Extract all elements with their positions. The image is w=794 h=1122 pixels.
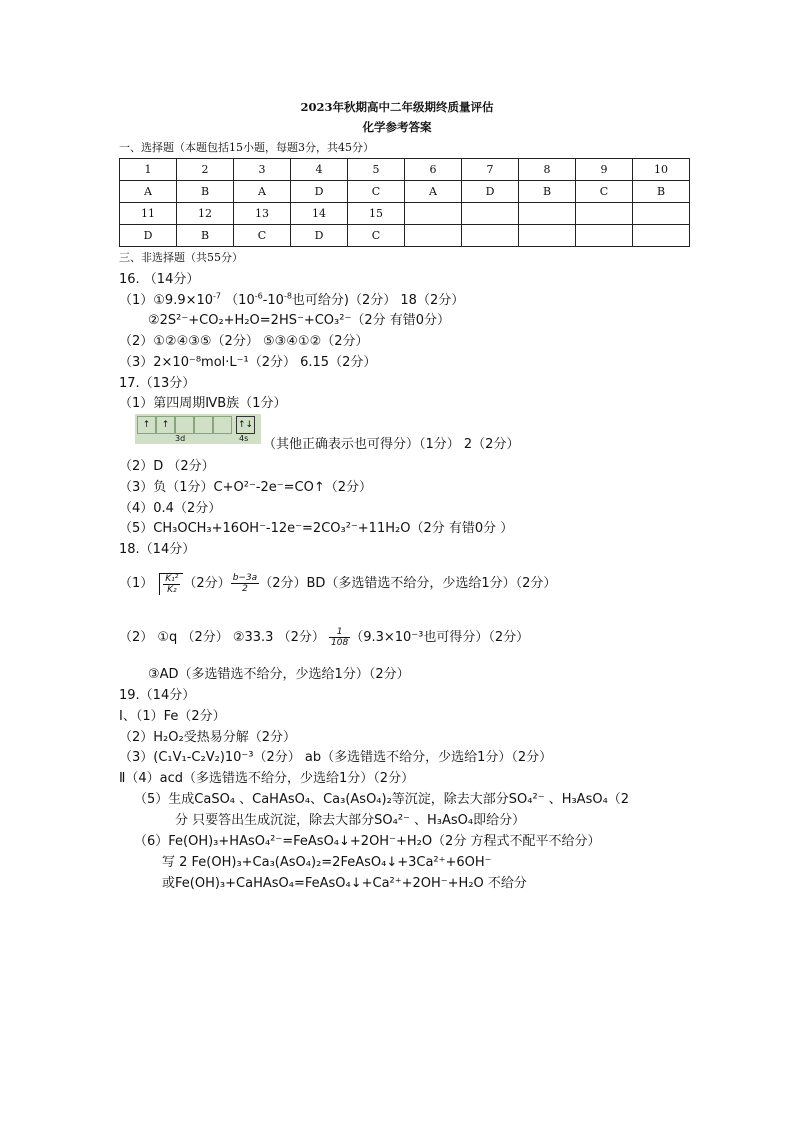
q19-line5: （5）生成CaSO₄ 、CaHAsO₄、Ca₃(AsO₄)₂等沉淀，除去大部分SO₄²⁻ 、H₃AsO₄（2 bbox=[134, 792, 630, 807]
table-row bbox=[120, 181, 690, 203]
table-cell: D bbox=[291, 225, 348, 247]
table-cell bbox=[576, 225, 633, 247]
table-cell: A bbox=[234, 181, 291, 203]
table-cell: B bbox=[177, 225, 234, 247]
orbital-diagram bbox=[135, 414, 261, 444]
table-cell: 12 bbox=[177, 203, 234, 225]
q17-heading: 17.（13分） bbox=[119, 376, 196, 391]
table-cell: 15 bbox=[348, 203, 405, 225]
table-cell: C bbox=[348, 181, 405, 203]
q17-line6: （5）CH₃OCH₃+16OH⁻-12e⁻=2CO₃²⁻+11H₂O（2分 有错0分 ） bbox=[119, 521, 514, 536]
table-cell bbox=[462, 203, 519, 225]
q16-heading: 16. （14分） bbox=[119, 272, 200, 287]
table-row bbox=[120, 203, 690, 225]
table-cell: 11 bbox=[120, 203, 177, 225]
table-cell: 1 bbox=[120, 159, 177, 181]
table-cell: 6 bbox=[405, 159, 462, 181]
q19-line2: （2）H₂O₂受热易分解（2分） bbox=[119, 730, 296, 745]
q17-line2: （其他正确表示也可得分）（1分） 2（2分） bbox=[263, 437, 520, 452]
table-cell: B bbox=[177, 181, 234, 203]
table-cell: 5 bbox=[348, 159, 405, 181]
table-cell: C bbox=[576, 181, 633, 203]
table-cell bbox=[576, 203, 633, 225]
q19-line8: 写 2 Fe(OH)₃+Ca₃(AsO₄)₂=2FeAsO₄↓+3Ca²⁺+6OH⁻ bbox=[162, 855, 492, 870]
orbital-box bbox=[175, 416, 194, 434]
table-cell: 10 bbox=[633, 159, 690, 181]
label-4s: 4s bbox=[239, 434, 249, 443]
q19-line1: Ⅰ、（1）Fe（2分） bbox=[119, 709, 226, 724]
answer-table bbox=[119, 158, 690, 247]
q18-line3: ③AD（多选错选不给分，少选给1分）（2分） bbox=[148, 667, 410, 682]
section1-heading: 一、选择题（本题包括15小题，每题3分，共45分） bbox=[119, 141, 374, 154]
table-cell: D bbox=[120, 225, 177, 247]
q17-line5: （4）0.4（2分） bbox=[119, 501, 222, 516]
table-cell bbox=[519, 225, 576, 247]
q17-line4: （3）负（1分）C+O²⁻-2e⁻=CO↑（2分） bbox=[119, 480, 373, 495]
orbital-box: ↑ bbox=[156, 416, 175, 434]
table-cell: D bbox=[291, 181, 348, 203]
table-cell: A bbox=[405, 181, 462, 203]
orbital-box bbox=[213, 416, 232, 434]
orbital-box-4s: ↑↓ bbox=[236, 416, 255, 434]
section2-heading: 三、非选择题（共55分） bbox=[119, 251, 243, 264]
table-cell: 7 bbox=[462, 159, 519, 181]
orbital-box bbox=[194, 416, 213, 434]
table-cell: 2 bbox=[177, 159, 234, 181]
table-cell bbox=[405, 225, 462, 247]
q19-line3: （3）(C₁V₁-C₂V₂)10⁻³（2分） ab（多选错选不给分，少选给1分）（2分） bbox=[119, 750, 553, 765]
q18-line2: （2） ①q （2分） ②33.3 （2分） $\frac{1}{108}$ （9.3×10⁻³也可得分）（2分） bbox=[119, 627, 530, 648]
table-cell: 3 bbox=[234, 159, 291, 181]
table-cell: D bbox=[462, 181, 519, 203]
page-subtitle: 化学参考答案 bbox=[362, 120, 432, 134]
table-cell: C bbox=[234, 225, 291, 247]
q18-line1: （1） $\frac{\text{K₁²}}{\text{K₂}}$ （2分） $\frac{b-3a}{2}$ （2分）BD（多选错选不给分，少选给1分）（2分） bbox=[119, 573, 557, 595]
q16-line1: $(1)①9.9\times 10^{-7}$ （$10^{-6}-10^{-8}$也可给分)（2分） 18（2分） bbox=[119, 291, 465, 308]
q18-heading: 18.（14分） bbox=[119, 542, 196, 557]
q17-line3: （2）D （2分） bbox=[119, 459, 215, 474]
table-cell: B bbox=[633, 181, 690, 203]
q19-line4: Ⅱ（4）acd（多选错选不给分，少选给1分）（2分） bbox=[119, 771, 415, 786]
q16-line3: （2）①②④③⑤（2分） ⑤③④①②（2分） bbox=[119, 334, 369, 349]
table-cell: 14 bbox=[291, 203, 348, 225]
q17-line1: （1）第四周期ⅣB族（1分） bbox=[119, 396, 287, 411]
sqrt-expression: $\frac{\text{K₁²}}{\text{K₂}}$ bbox=[159, 573, 183, 595]
q16-line2: ②2S²⁻+CO₂+H₂O=2HS⁻+CO₃²⁻（2分 有错0分） bbox=[148, 313, 450, 328]
table-cell bbox=[519, 203, 576, 225]
table-cell bbox=[633, 225, 690, 247]
table-cell: 8 bbox=[519, 159, 576, 181]
table-cell: B bbox=[519, 181, 576, 203]
table-cell: C bbox=[348, 225, 405, 247]
label-3d: 3d bbox=[175, 434, 186, 443]
q19-line7: （6）Fe(OH)₃+HAsO₄²⁻=FeAsO₄↓+2OH⁻+H₂O（2分 方程式不配平不给分） bbox=[134, 834, 601, 849]
table-cell: 9 bbox=[576, 159, 633, 181]
q19-heading: 19.（14分） bbox=[119, 688, 196, 703]
orbital-box: ↑ bbox=[137, 416, 156, 434]
table-cell: 4 bbox=[291, 159, 348, 181]
q16-line4: （3）2×10⁻⁸mol·L⁻¹（2分） 6.15（2分） bbox=[119, 355, 377, 370]
table-cell: 13 bbox=[234, 203, 291, 225]
table-cell bbox=[405, 203, 462, 225]
table-row bbox=[120, 159, 690, 181]
table-cell: A bbox=[120, 181, 177, 203]
page-title: 2023年秋期高中二年级期终质量评估 bbox=[300, 100, 494, 114]
table-cell bbox=[633, 203, 690, 225]
table-row bbox=[120, 225, 690, 247]
q19-line6: 分 只要答出生成沉淀，除去大部分SO₄²⁻ 、H₃AsO₄即给分） bbox=[175, 813, 526, 828]
q19-line9: 或Fe(OH)₃+CaHAsO₄=FeAsO₄↓+Ca²⁺+2OH⁻+H₂O 不给分 bbox=[162, 876, 527, 891]
table-cell bbox=[462, 225, 519, 247]
